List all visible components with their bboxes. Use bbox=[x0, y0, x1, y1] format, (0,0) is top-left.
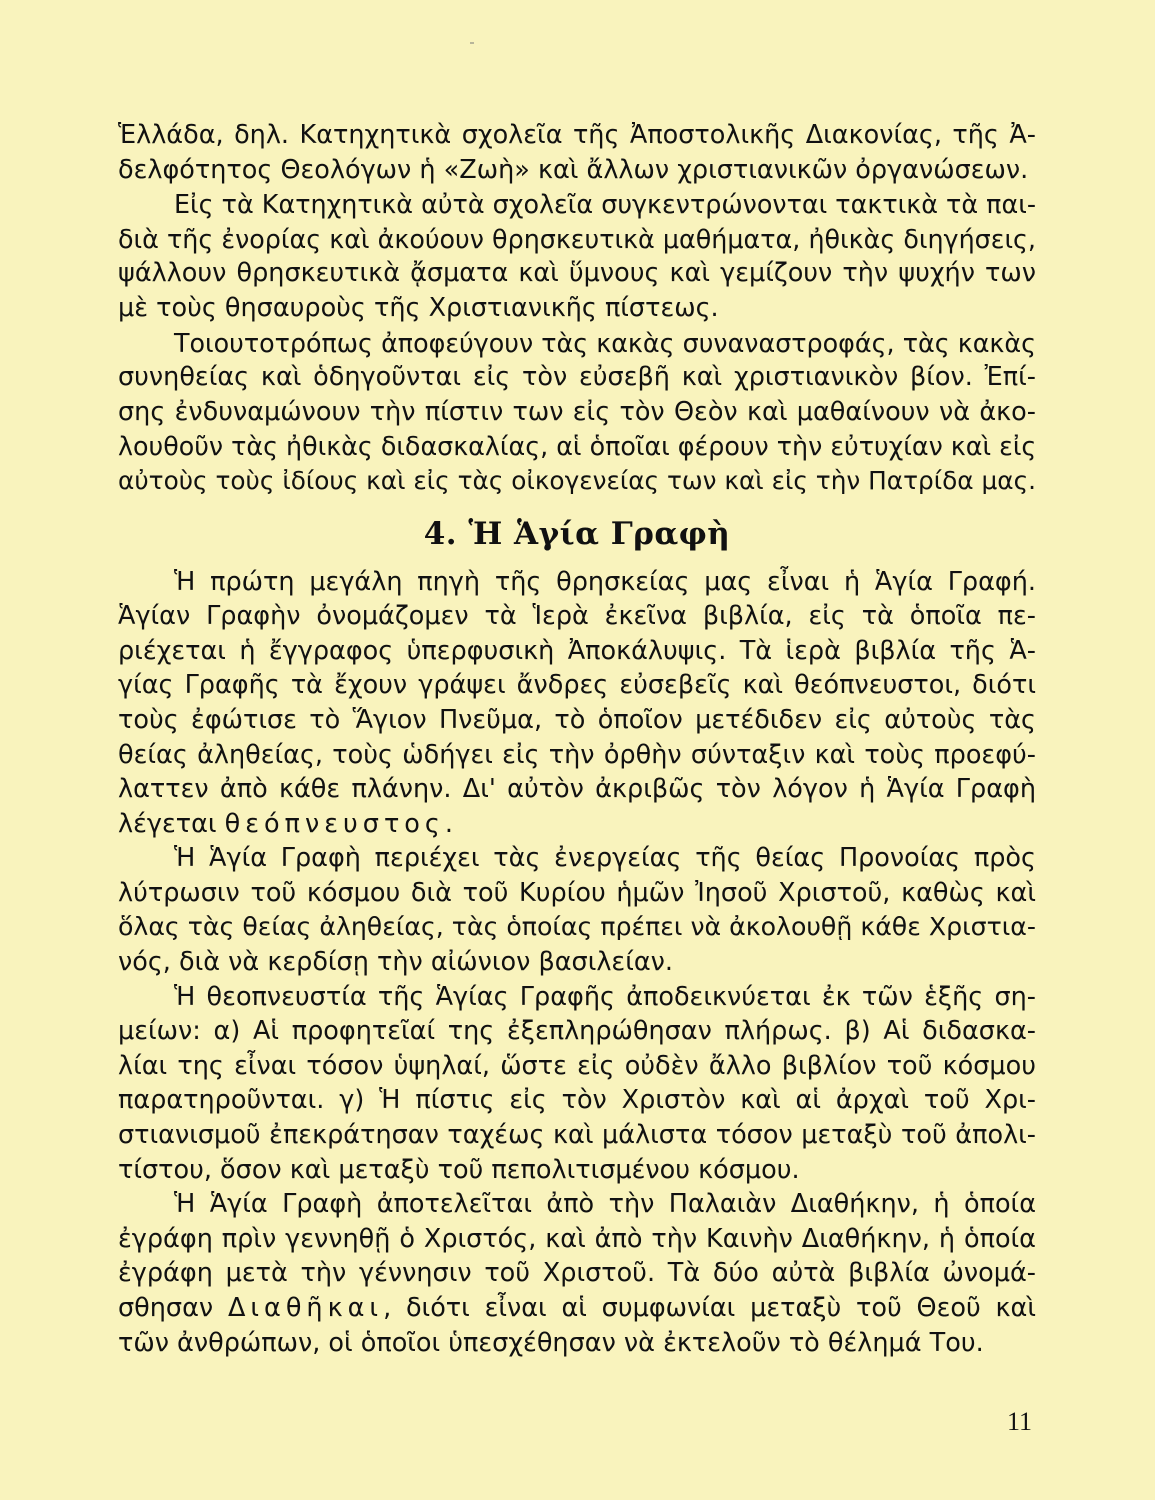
paragraph-holy-scripture-definition bbox=[118, 565, 1036, 842]
text-line: δελφότητος Θεολόγων ἡ «Ζωὴ» καὶ ἄλλων χριστιανικῶν ὀργανώσεων. bbox=[118, 154, 1029, 185]
emphasized-term: Διαθῆκαι bbox=[227, 1293, 384, 1323]
text-line: λαττεν ἀπὸ κάθε πλάνην. Δι' αὐτὸν ἀκριβῶς τὸν λόγον ἡ Ἁγία Γραφὴ bbox=[118, 774, 1036, 805]
text-line: ὅλας τὰς θείας ἀληθείας, τὰς ὁποίας πρέπει νὰ ἀκολουθῇ κάθε Χριστια- bbox=[118, 912, 1036, 942]
text-line: ἐγράφη πρὶν γεννηθῇ ὁ Χριστός, καὶ ἀπὸ τὴν Καινὴν Διαθήκην, ἡ ὁποία bbox=[118, 1223, 1036, 1254]
text-fragment: , διότι εἶναι αἱ συμφωνίαι μεταξὺ τοῦ Θεοῦ καὶ bbox=[383, 1293, 1036, 1323]
text-line: αὐτοὺς τοὺς ἰδίους καὶ εἰς τὰς οἰκογενείας των καὶ εἰς τὴν Πατρίδα μας. bbox=[118, 465, 1036, 495]
text-line: λίαι της εἶναι τόσον ὑψηλαί, ὥστε εἰς οὐδὲν ἄλλο βιβλίον τοῦ κόσμου bbox=[118, 1050, 1036, 1081]
text-line bbox=[118, 1291, 1036, 1326]
text-line: λύτρωσιν τοῦ κόσμου διὰ τοῦ Κυρίου ἡμῶν Ἰησοῦ Χριστοῦ, καθὼς καὶ bbox=[118, 877, 1036, 908]
text-line: ἐγράφη μετὰ τὴν γέννησιν τοῦ Χριστοῦ. Τὰ δύο αὐτὰ βιβλία ὠνομά- bbox=[118, 1258, 1036, 1289]
paper-speck bbox=[470, 42, 474, 44]
text-line: σης ἐνδυναμώνουν τὴν πίστιν των εἰς τὸν Θεὸν καὶ μαθαίνουν νὰ ἀκο- bbox=[118, 396, 1036, 427]
paragraph-testaments bbox=[118, 1187, 1036, 1360]
text-line: διὰ τῆς ἐνορίας καὶ ἀκούουν θρησκευτικὰ μαθήματα, ἠθικὰς διηγήσεις, bbox=[118, 223, 1036, 254]
text-line: νός, διὰ νὰ κερδίσῃ τὴν αἰώνιον βασιλείαν. bbox=[118, 947, 673, 978]
text-line: Τοιουτοτρόπως ἀποφεύγουν τὰς κακὰς συναναστροφάς, τὰς κακὰς bbox=[174, 327, 1036, 358]
text-line bbox=[118, 807, 1036, 842]
section-heading: 4. Ἡ Ἁγία Γραφὴ bbox=[423, 515, 731, 552]
text-line: Εἰς τὰ Κατηχητικὰ αὐτὰ σχολεῖα συγκεντρώνονται τακτικὰ τὰ παι- bbox=[174, 189, 1036, 220]
text-line: συνηθείας καὶ ὁδηγοῦνται εἰς τὸν εὐσεβῆ καὶ χριστιανικὸν βίον. Ἐπί- bbox=[118, 362, 1036, 393]
text-line: μείων: α) Αἱ προφητεῖαί της ἐξεπληρώθησαν πλήρως. β) Αἱ διδασκα- bbox=[118, 1016, 1036, 1047]
text-fragment: σθησαν bbox=[118, 1293, 228, 1323]
text-line: ψάλλουν θρησκευτικὰ ᾄσματα καὶ ὕμνους καὶ γεμίζουν τὴν ψυχήν των bbox=[118, 258, 1036, 289]
paragraph-moral-benefits bbox=[118, 326, 1036, 499]
text-line: ριέχεται ἡ ἔγγραφος ὑπερφυσικὴ Ἀποκάλυψις. Τὰ ἱερὰ βιβλία τῆς Ἁ- bbox=[118, 635, 1036, 666]
text-line: Ἡ Ἁγία Γραφὴ ἀποτελεῖται ἀπὸ τὴν Παλαιὰν Διαθήκην, ἡ ὁποία bbox=[174, 1189, 1036, 1220]
paragraph-inspiration-proofs bbox=[118, 980, 1036, 1188]
emphasized-term: θεόπνευστος bbox=[224, 808, 445, 839]
paragraph-catechism-schools bbox=[118, 187, 1036, 325]
paragraph-intro bbox=[118, 118, 1036, 187]
text-line: γίας Γραφῆς τὰ ἔχουν γράψει ἄνδρες εὐσεβεῖς καὶ θεόπνευστοι, διότι bbox=[118, 670, 1036, 701]
text-line: τοὺς ἐφώτισε τὸ Ἅγιον Πνεῦμα, τὸ ὁποῖον μετέδιδεν εἰς αὐτοὺς τὰς bbox=[118, 704, 1036, 735]
text-line: Ἑλλάδα, δηλ. Κατηχητικὰ σχολεῖα τῆς Ἀποστολικῆς Διακονίας, τῆς Ἀ- bbox=[118, 120, 1036, 150]
paragraph-providence bbox=[118, 841, 1036, 979]
text-line: τῶν ἀνθρώπων, οἱ ὁποῖοι ὑπεσχέθησαν νὰ ἐκτελοῦν τὸ θέλημά Του. bbox=[118, 1327, 984, 1358]
text-line: λουθοῦν τὰς ἠθικὰς διδασκαλίας, αἱ ὁποῖαι φέρουν τὴν εὐτυχίαν καὶ εἰς bbox=[118, 431, 1037, 462]
page-body bbox=[118, 118, 1036, 1360]
text-line: παρατηροῦνται. γ) Ἡ πίστις εἰς τὸν Χριστὸν καὶ αἱ ἀρχαὶ τοῦ Χρι- bbox=[118, 1085, 1036, 1116]
text-line: Ἁγίαν Γραφὴν ὀνομάζομεν τὰ Ἱερὰ ἐκεῖνα βιβλία, εἰς τὰ ὁποῖα πε- bbox=[118, 601, 1036, 632]
text-line: τίστου, ὅσον καὶ μεταξὺ τοῦ πεπολιτισμένου κόσμου. bbox=[118, 1154, 800, 1185]
text-line: Ἡ πρώτη μεγάλη πηγὴ τῆς θρησκείας μας εἶναι ἡ Ἁγία Γραφή. bbox=[174, 566, 1036, 597]
text-line: θείας ἀληθείας, τοὺς ὡδήγει εἰς τὴν ὀρθὴν σύνταξιν καὶ τοὺς προεφύ- bbox=[118, 739, 1036, 770]
text-line: στιανισμοῦ ἐπεκράτησαν ταχέως καὶ μάλιστα τόσον μεταξὺ τοῦ ἀπολι- bbox=[118, 1120, 1036, 1151]
text-fragment: λέγεται bbox=[118, 808, 225, 839]
text-line: Ἡ Ἁγία Γραφὴ περιέχει τὰς ἐνεργείας τῆς θείας Προνοίας πρὸς bbox=[174, 843, 1036, 874]
page-number: 11 bbox=[1007, 1407, 1033, 1436]
text-line: Ἡ θεοπνευστία τῆς Ἁγίας Γραφῆς ἀποδεικνύεται ἐκ τῶν ἑξῆς ση- bbox=[174, 981, 1036, 1012]
text-fragment: . bbox=[444, 808, 453, 839]
text-line: μὲ τοὺς θησαυροὺς τῆς Χριστιανικῆς πίστεως. bbox=[118, 292, 719, 323]
